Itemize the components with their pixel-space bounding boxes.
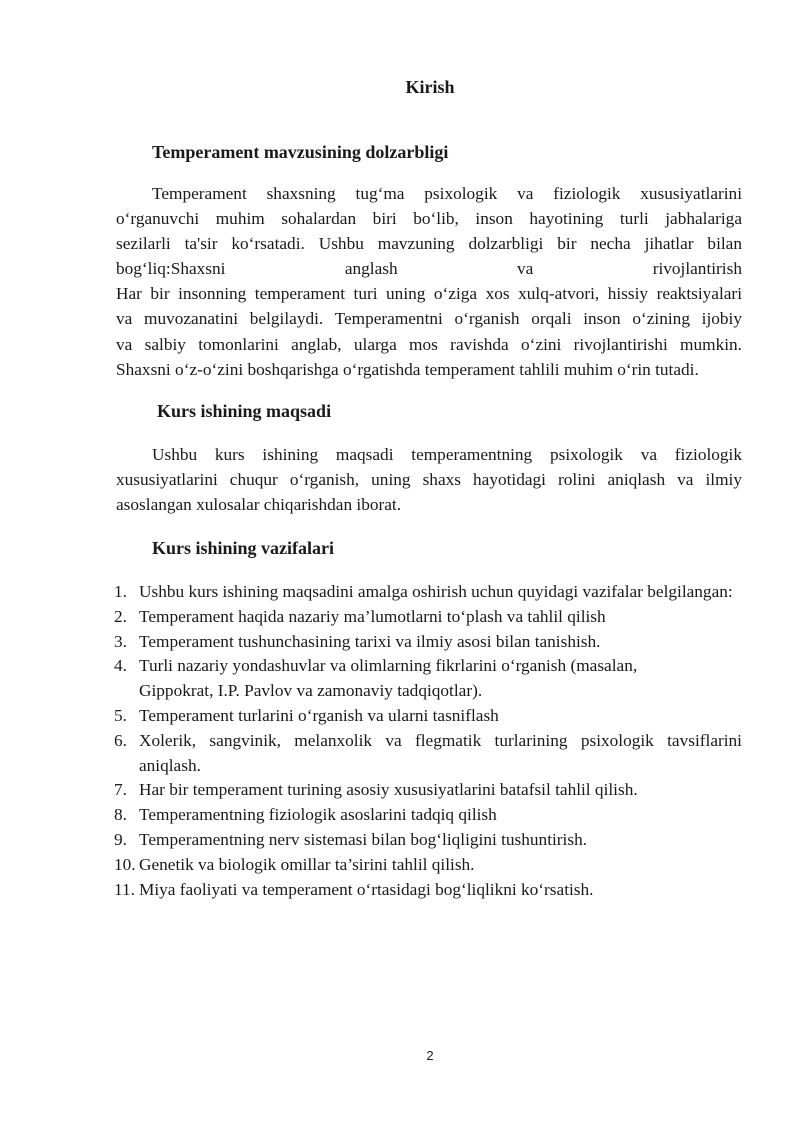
list-item-text: Turli nazariy yondashuvlar va olimlarning fikrlarini o‘rganish (masalan,: [139, 656, 638, 676]
list-item: [114, 828, 742, 853]
list-item-text: Temperament tushunchasining tarixi va ilmiy asosi bilan tanishish.: [139, 631, 601, 651]
relevance-word: va: [517, 259, 534, 279]
list-item-number: 1.: [114, 582, 127, 601]
list-item-text: Miya faoliyati va temperament o‘rtasidagi bog‘liqlikni ko‘rsatish.: [139, 879, 594, 899]
list-item-number: 5.: [114, 705, 127, 725]
list-item: [114, 803, 742, 828]
list-item-text-continued: Gippokrat, I.P. Pavlov va zamonaviy tadqiqotlar).: [139, 681, 483, 701]
list-item-number: 2.: [114, 606, 127, 626]
relevance-word: rivojlantirish: [652, 259, 742, 279]
relevance-line: sezilarli ta'sir ko‘rsatadi. Ushbu mavzuning dolzarbligi bir necha jihatlar bilan: [116, 234, 742, 254]
list-item-number: 6.: [114, 730, 127, 750]
list-item-number: 9.: [114, 829, 127, 849]
list-item: [114, 654, 742, 704]
relevance-paragraph: [116, 181, 742, 382]
relevance-line: o‘rganuvchi muhim sohalardan biri bo‘lib, inson hayotining turli jabhalariga: [116, 209, 742, 229]
relevance-word: bog‘liq:Shaxsni: [116, 259, 226, 279]
list-item-text: Har bir temperament turining asosiy xususiyatlarini batafsil tahlil qilish.: [139, 780, 638, 800]
list-item-number: 8.: [114, 805, 127, 825]
list-item-text: Temperamentning nerv sistemasi bilan bog‘liqligini tushuntirish.: [139, 829, 588, 849]
list-item: [114, 605, 742, 630]
list-item: [114, 778, 742, 803]
list-item-number: 7.: [114, 780, 127, 800]
list-item: [114, 729, 742, 779]
list-item-text: Temperament turlarini o‘rganish va ularni tasniflash: [139, 705, 499, 725]
list-item-text: Genetik va biologik omillar ta’sirini tahlil qilish.: [139, 854, 475, 874]
tasks-list: [114, 580, 742, 902]
list-item: [114, 878, 742, 903]
page-title: Kirish: [405, 77, 455, 97]
list-item-number: 4.: [114, 656, 127, 676]
list-item-number: 10.: [114, 854, 136, 874]
relevance-line: va salbiy tomonlarini anglab, ularga mos ravishda o‘zini rivojlantirishi mumkin.: [116, 334, 742, 354]
list-item: [114, 853, 742, 878]
list-item: [114, 704, 742, 729]
list-item-text: Xolerik, sangvinik, melanxolik va flegmatik turlarining psixologik tavsiflarini aniqlash.: [139, 730, 742, 775]
relevance-word: anglash: [344, 259, 398, 279]
relevance-heading: Temperament mavzusining dolzarbligi: [152, 142, 449, 162]
relevance-line: Har bir insonning temperament turi uning o‘ziga xos xulq-atvori, hissiy reaktsiyalari: [116, 284, 742, 304]
list-item-text: Temperamentning fiziologik asoslarini tadqiq qilish: [139, 805, 497, 825]
list-item: [114, 580, 742, 605]
goal-paragraph: Ushbu kurs ishining maqsadi temperamentning psixologik va fiziologik xususiyatlarini chuqur o‘rganish, uning shaxs hayotidagi rolini aniqlash va ilmiy asoslangan xulosalar chiqarishdan iborat.: [116, 445, 742, 515]
list-item-number: 11.: [114, 879, 135, 899]
goal-heading: Kurs ishining maqsadi: [157, 401, 332, 421]
tasks-heading: Kurs ishining vazifalari: [152, 538, 335, 558]
list-item: [114, 630, 742, 655]
page-number: 2: [426, 1048, 434, 1063]
relevance-line: va muvozanatini belgilaydi. Temperamentni o‘rganish orqali inson o‘zining ijobiy: [116, 309, 742, 329]
relevance-line: Shaxsni o‘z-o‘zini boshqarishga o‘rgatishda temperament tahlili muhim o‘rin tutadi.: [116, 359, 699, 379]
list-item-text: Temperament haqida nazariy ma’lumotlarni to‘plash va tahlil qilish: [139, 606, 606, 626]
relevance-line: Temperament shaxsning tug‘ma psixologik va fiziologik xususiyatlarini: [152, 184, 742, 203]
list-item-text: Ushbu kurs ishining maqsadini amalga oshirish uchun quyidagi vazifalar belgilangan:: [139, 582, 733, 601]
list-item-number: 3.: [114, 631, 127, 651]
relevance-split-line: [116, 256, 742, 281]
